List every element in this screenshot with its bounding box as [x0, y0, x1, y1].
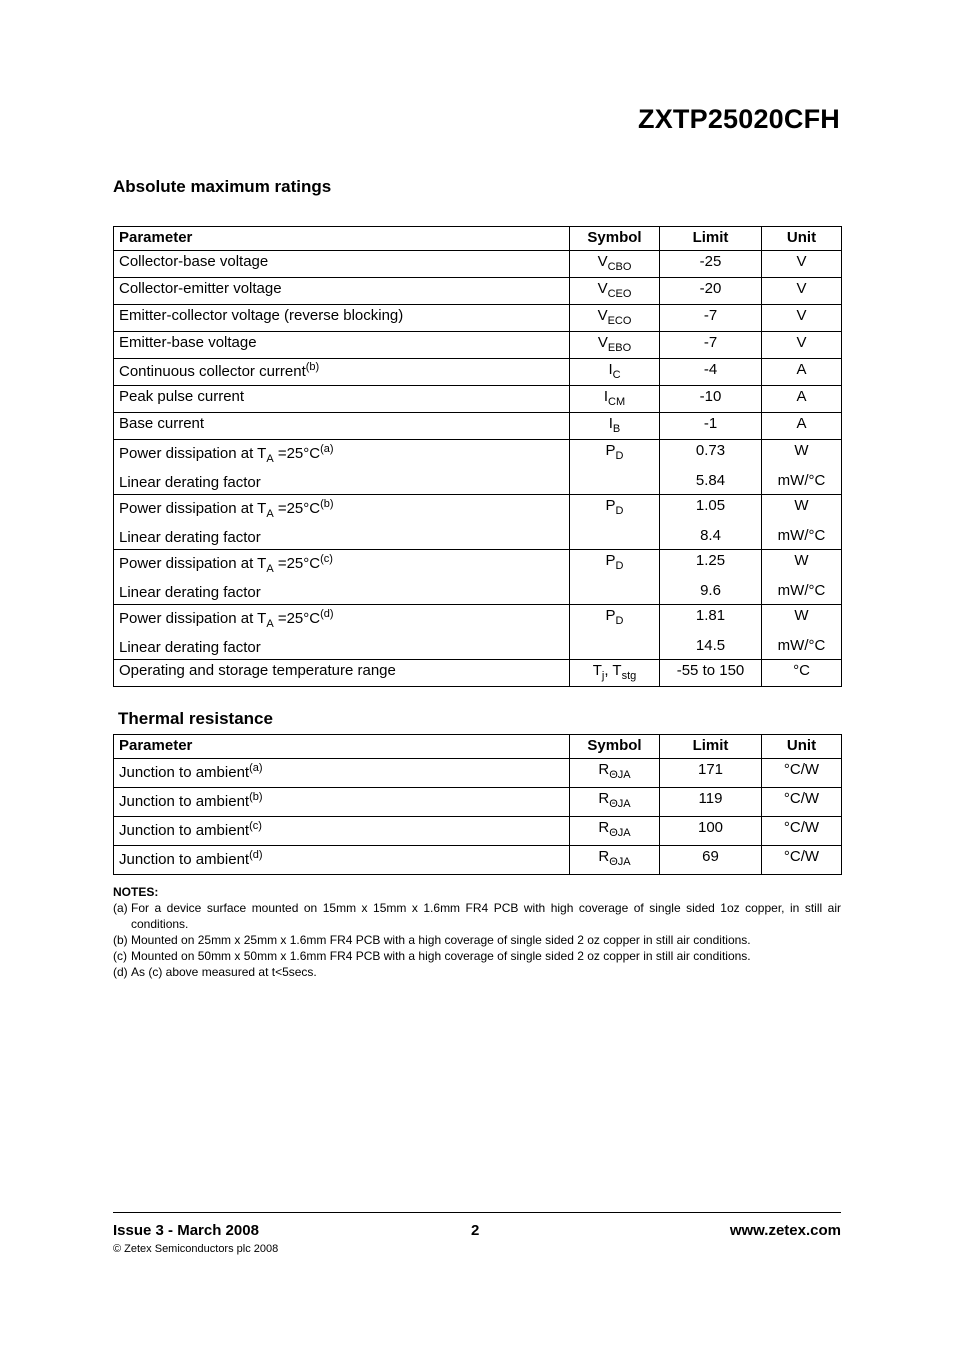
- limit-cell: -4: [660, 359, 762, 386]
- symbol-cell: $R_{\Theta JA}$: [570, 846, 660, 875]
- symbol-cell: $V_{CBO}$: [570, 251, 660, 278]
- note-item: (b) Mounted on 25mm x 25mm x 1.6mm FR4 PCB with a high coverage of single sided 2 oz copper in still air conditions.: [113, 933, 751, 947]
- symbol-cell: $V_{ECO}$: [570, 305, 660, 332]
- table-row-power: [114, 605, 842, 660]
- symbol-cell: $R_{\Theta JA}$: [570, 788, 660, 817]
- table-row-power: [114, 495, 842, 550]
- limit-cell: -25: [660, 251, 762, 278]
- notes-section: [113, 884, 841, 980]
- col-header-parameter: Parameter: [114, 227, 570, 251]
- abs-max-header-row: [114, 227, 842, 251]
- unit-cell: W mW/°C: [762, 440, 842, 495]
- table-row: [114, 278, 842, 305]
- footer-website-link[interactable]: www.zetex.com: [729, 1222, 841, 1239]
- table-row-power: [114, 550, 842, 605]
- limit-cell: 119: [660, 788, 762, 817]
- abs-max-heading: Absolute maximum ratings: [113, 177, 332, 196]
- table-row-power: [114, 440, 842, 495]
- param-cell: Continuous collector current$^{(b)}$: [114, 359, 570, 386]
- symbol-cell: $I_C$: [570, 359, 660, 386]
- footer-divider: [113, 1212, 841, 1213]
- table-row: [114, 413, 842, 440]
- unit-cell: W mW/°C: [762, 495, 842, 550]
- part-number-title: ZXTP25020CFH: [638, 104, 840, 134]
- note-item: (d) As (c) above measured at t<5secs.: [113, 965, 317, 979]
- limit-cell: 100: [660, 817, 762, 846]
- param-cell: Collector-emitter voltage: [114, 278, 570, 305]
- table-row: [114, 846, 842, 875]
- unit-cell: °C/W: [762, 817, 842, 846]
- symbol-cell: $R_{\Theta JA}$: [570, 759, 660, 788]
- param-cell: Peak pulse current: [114, 386, 570, 413]
- unit-cell: W mW/°C: [762, 605, 842, 660]
- unit-cell: V: [762, 278, 842, 305]
- table-row: [114, 251, 842, 278]
- col-header-symbol: Symbol: [570, 227, 660, 251]
- col-header-limit: Limit: [660, 735, 762, 759]
- thermal-heading: Thermal resistance: [118, 709, 273, 728]
- param-cell: Junction to ambient$^{(b)}$: [114, 788, 570, 817]
- param-cell: Operating and storage temperature range: [114, 660, 570, 687]
- limit-cell: 1.81 14.5: [660, 605, 762, 660]
- param-cell: Base current: [114, 413, 570, 440]
- col-header-parameter: Parameter: [114, 735, 570, 759]
- limit-cell: 1.05 8.4: [660, 495, 762, 550]
- table-row: [114, 332, 842, 359]
- unit-cell: A: [762, 413, 842, 440]
- param-cell: Junction to ambient$^{(d)}$: [114, 846, 570, 875]
- param-cell: Emitter-collector voltage (reverse blocking): [114, 305, 570, 332]
- col-header-unit: Unit: [762, 735, 842, 759]
- unit-cell: A: [762, 359, 842, 386]
- limit-cell: -7: [660, 332, 762, 359]
- notes-heading: NOTES:: [113, 885, 159, 899]
- unit-cell: V: [762, 305, 842, 332]
- param-cell: Power dissipation at $T_A =25^\circ C^{(a)}$ Linear derating factor: [114, 440, 570, 495]
- symbol-cell: $P_D$: [570, 440, 660, 495]
- unit-cell: V: [762, 251, 842, 278]
- param-cell: Emitter-base voltage: [114, 332, 570, 359]
- limit-cell: 171: [660, 759, 762, 788]
- abs-max-table: [113, 226, 842, 687]
- thermal-header-row: [114, 735, 842, 759]
- limit-cell: 1.25 9.6: [660, 550, 762, 605]
- limit-cell: -7: [660, 305, 762, 332]
- unit-cell: W mW/°C: [762, 550, 842, 605]
- param-cell: Collector-base voltage: [114, 251, 570, 278]
- table-row: [114, 305, 842, 332]
- param-cell: Junction to ambient$^{(c)}$: [114, 817, 570, 846]
- footer-page-number: 2: [471, 1222, 480, 1239]
- unit-cell: °C: [762, 660, 842, 687]
- footer-copyright: © Zetex Semiconductors plc 2008: [113, 1243, 279, 1255]
- unit-cell: °C/W: [762, 846, 842, 875]
- param-cell: Junction to ambient$^{(a)}$: [114, 759, 570, 788]
- limit-cell: 0.73 5.84: [660, 440, 762, 495]
- unit-cell: °C/W: [762, 788, 842, 817]
- unit-cell: A: [762, 386, 842, 413]
- limit-cell: -1: [660, 413, 762, 440]
- symbol-cell: $R_{\Theta JA}$: [570, 817, 660, 846]
- symbol-cell: $I_{CM}$: [570, 386, 660, 413]
- col-header-limit: Limit: [660, 227, 762, 251]
- symbol-cell: $P_D$: [570, 605, 660, 660]
- param-cell: Power dissipation at $T_A =25^\circ C^{(b)}$ Linear derating factor: [114, 495, 570, 550]
- symbol-cell: $V_{CEO}$: [570, 278, 660, 305]
- symbol-cell: $P_D$: [570, 550, 660, 605]
- symbol-cell: $V_{EBO}$: [570, 332, 660, 359]
- limit-cell: -10: [660, 386, 762, 413]
- table-row: [114, 788, 842, 817]
- note-item: (a) For a device surface mounted on 15mm x 15mm x 1.6mm FR4 PCB with high coverage of single sided 1oz copper, in still air conditions.: [113, 901, 841, 931]
- symbol-cell: $T_j$, $T_{stg}$: [570, 660, 660, 687]
- limit-cell: 69: [660, 846, 762, 875]
- param-cell: Power dissipation at $T_A =25^\circ C^{(c)}$ Linear derating factor: [114, 550, 570, 605]
- table-row: [114, 359, 842, 386]
- unit-cell: °C/W: [762, 759, 842, 788]
- table-row: [114, 386, 842, 413]
- limit-cell: -55 to 150: [660, 660, 762, 687]
- table-row: [114, 817, 842, 846]
- footer-issue: Issue 3 - March 2008: [113, 1222, 259, 1239]
- symbol-cell: $I_B$: [570, 413, 660, 440]
- col-header-unit: Unit: [762, 227, 842, 251]
- thermal-table: [113, 734, 842, 875]
- symbol-cell: $P_D$: [570, 495, 660, 550]
- table-row: [114, 660, 842, 687]
- param-cell: Power dissipation at $T_A =25^\circ C^{(d)}$ Linear derating factor: [114, 605, 570, 660]
- limit-cell: -20: [660, 278, 762, 305]
- col-header-symbol: Symbol: [570, 735, 660, 759]
- note-item: (c) Mounted on 50mm x 50mm x 1.6mm FR4 PCB with a high coverage of single sided 2 oz copper in still air conditions.: [113, 949, 751, 963]
- unit-cell: V: [762, 332, 842, 359]
- table-row: [114, 759, 842, 788]
